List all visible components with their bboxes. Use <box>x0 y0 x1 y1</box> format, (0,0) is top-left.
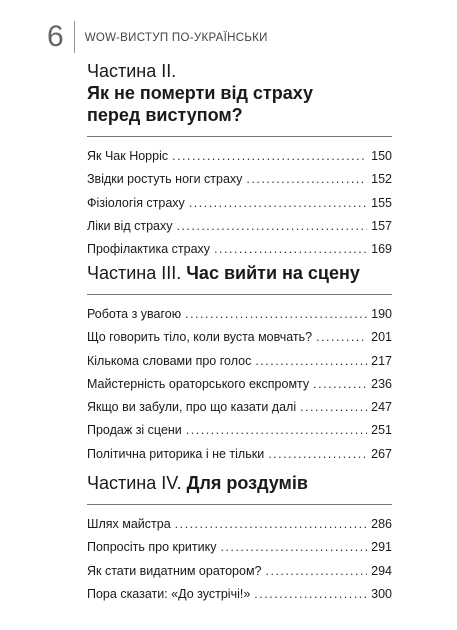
part-rule <box>87 504 392 505</box>
running-title: WOW-ВИСТУП ПО-УКРАЇНСЬКИ <box>84 31 268 44</box>
toc-entry[interactable] <box>87 303 392 326</box>
running-header <box>47 20 268 54</box>
entry-title: Продаж зі сцени <box>87 423 182 438</box>
entry-page: 286 <box>371 517 392 531</box>
part-label: Частина ІІ. <box>87 61 177 81</box>
entry-title: Якщо ви забули, про що казати далі <box>87 400 297 415</box>
entry-page: 251 <box>371 423 392 438</box>
part-title: Як не померти від страху <box>87 83 313 103</box>
entry-title: Шлях майстра <box>87 517 171 531</box>
entry-page: 217 <box>371 353 392 368</box>
entry-title: Попросіть про критику <box>87 540 217 555</box>
part-heading <box>87 60 392 126</box>
entry-page: 267 <box>371 446 392 461</box>
dot-leader <box>214 238 367 261</box>
page-number: 6 <box>47 20 64 53</box>
toc-entry[interactable] <box>87 536 392 559</box>
toc-part-4 <box>87 472 392 606</box>
entry-title: Політична риторика і не тільки <box>87 446 265 461</box>
part-rule <box>87 136 392 137</box>
toc-entry[interactable] <box>87 396 392 419</box>
dot-leader <box>246 168 367 191</box>
entry-page: 152 <box>371 172 392 187</box>
entry-title: Що говорить тіло, коли вуста мовчать? <box>87 330 313 345</box>
entry-page: 155 <box>371 195 392 210</box>
entry-title: Звідки ростуть ноги страху <box>87 172 243 187</box>
toc-entries <box>87 145 392 261</box>
toc-entry[interactable] <box>87 443 392 466</box>
part-heading <box>87 262 392 284</box>
toc-entry[interactable] <box>87 419 392 442</box>
entry-page: 294 <box>371 563 392 578</box>
toc-entry[interactable] <box>87 238 392 261</box>
toc-entry[interactable] <box>87 513 392 536</box>
entry-page: 169 <box>371 242 392 257</box>
entry-page: 300 <box>371 586 392 601</box>
toc-entry[interactable] <box>87 373 392 396</box>
part-label: Частина ІV. <box>87 473 182 493</box>
entry-page: 201 <box>371 330 392 345</box>
dot-leader <box>268 443 367 466</box>
dot-leader <box>300 396 367 419</box>
toc-entry[interactable] <box>87 350 392 373</box>
toc-entry[interactable] <box>87 326 392 349</box>
toc-entry[interactable] <box>87 168 392 191</box>
entry-title: Майстерність ораторського експромту <box>87 376 310 391</box>
entry-page: 190 <box>371 307 392 321</box>
toc-part-2 <box>87 60 392 261</box>
toc-part-3 <box>87 262 392 466</box>
dot-leader <box>313 373 367 396</box>
entry-page: 236 <box>371 376 392 391</box>
entry-title: Фізіологія страху <box>87 195 185 210</box>
part-title: Час вийти на сцену <box>186 263 360 283</box>
dot-leader <box>175 513 367 536</box>
dot-leader <box>266 560 368 583</box>
entry-title: Як Чак Норріс <box>87 149 169 163</box>
entry-title: Кількома словами про голос <box>87 353 252 368</box>
part-title: перед виступом? <box>87 105 243 125</box>
toc-entry[interactable] <box>87 192 392 215</box>
toc-entry[interactable] <box>87 145 392 168</box>
entry-title: Профілактика страху <box>87 242 211 257</box>
dot-leader <box>189 192 367 215</box>
entry-page: 150 <box>371 149 392 163</box>
entry-page: 247 <box>371 400 392 415</box>
entry-title: Пора сказати: «До зустрічі!» <box>87 586 251 601</box>
dot-leader <box>176 215 367 238</box>
entry-page: 291 <box>371 540 392 555</box>
toc-entries <box>87 303 392 466</box>
part-rule <box>87 294 392 295</box>
entry-title: Ліки від страху <box>87 218 173 233</box>
dot-leader <box>255 350 367 373</box>
toc-entry[interactable] <box>87 560 392 583</box>
part-title: Для роздумів <box>186 473 308 493</box>
dot-leader <box>316 326 367 349</box>
dot-leader <box>220 536 367 559</box>
dot-leader <box>185 303 367 326</box>
dot-leader <box>172 145 367 168</box>
entry-title: Як стати видатним оратором? <box>87 563 262 578</box>
header-divider <box>74 21 75 53</box>
entry-title: Робота з увагою <box>87 307 182 321</box>
entry-page: 157 <box>371 218 392 233</box>
dot-leader <box>186 419 367 442</box>
toc-entries <box>87 513 392 606</box>
toc-entry[interactable] <box>87 215 392 238</box>
part-label: Частина ІІІ. <box>87 263 182 283</box>
part-heading <box>87 472 392 494</box>
dot-leader <box>254 583 367 606</box>
toc-entry[interactable] <box>87 583 392 606</box>
